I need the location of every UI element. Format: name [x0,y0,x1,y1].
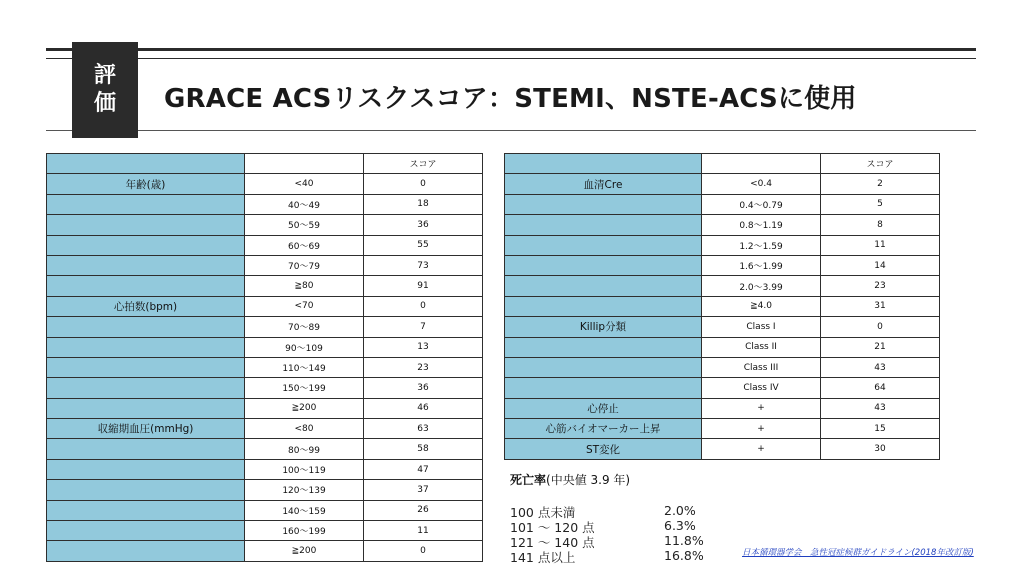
row-range: ≧4.0 [702,296,821,316]
page-title: GRACE ACSリスクスコア：STEMI、NSTE-ACSに使用 [164,84,857,114]
mortality-title [510,471,630,488]
row-label [505,337,702,357]
mortality-percent: 16.8% [664,548,704,563]
row-score: 0 [821,317,940,337]
row-score: 7 [364,317,483,337]
table-row [505,337,940,357]
table-row [505,357,940,377]
row-score: 0 [364,541,483,561]
row-range: 90〜109 [245,337,364,357]
row-score: 2 [821,174,940,194]
row-label [505,215,702,235]
table-row [505,174,940,194]
row-score: 8 [821,215,940,235]
row-score: 23 [821,276,940,296]
row-score: 15 [821,419,940,439]
row-range: 2.0〜3.99 [702,276,821,296]
table-header-row [505,154,940,174]
row-score: 91 [364,276,483,296]
row-range: <40 [245,174,364,194]
mortality-row [510,533,710,548]
row-score: 21 [821,337,940,357]
row-range: Class III [702,357,821,377]
mortality-percent: 2.0% [664,503,696,518]
row-score: 0 [364,296,483,316]
table-row [505,194,940,214]
header-cell-range [245,154,364,174]
table-row [47,296,483,316]
row-range: Class I [702,317,821,337]
row-range: ≧80 [245,276,364,296]
table-row [505,235,940,255]
row-label: Killip分類 [505,317,702,337]
row-score: 73 [364,255,483,275]
table-row [47,500,483,520]
table-row [47,439,483,459]
row-label [505,255,702,275]
mortality-row [510,548,710,563]
row-range: 80〜99 [245,439,364,459]
row-score: 37 [364,480,483,500]
table-row [505,276,940,296]
row-score: 36 [364,215,483,235]
table-header-row [47,154,483,174]
table-row [505,419,940,439]
row-label [47,500,245,520]
row-score: 64 [821,378,940,398]
mortality-title-rest: (中央値 3.9 年) [546,473,631,487]
row-range: 140〜159 [245,500,364,520]
table-row [505,398,940,418]
mortality-range: 141 点以上 [510,550,576,565]
table-row [47,276,483,296]
row-label: ST変化 [505,439,702,459]
row-label [47,317,245,337]
mortality-range: 121 ～ 140 点 [510,535,595,550]
table-row [47,398,483,418]
row-score: 47 [364,459,483,479]
table-row [47,194,483,214]
row-range: 40〜49 [245,194,364,214]
row-range: 120〜139 [245,480,364,500]
row-label [47,480,245,500]
row-range: 0.4〜0.79 [702,194,821,214]
row-label [47,215,245,235]
row-label [505,378,702,398]
table-row [505,317,940,337]
row-range: 50〜59 [245,215,364,235]
row-label [505,194,702,214]
mortality-range: 101 ～ 120 点 [510,520,595,535]
row-range: 1.6〜1.99 [702,255,821,275]
row-label: 心筋バイオマーカー上昇 [505,419,702,439]
header-cell-item [505,154,702,174]
row-score: 31 [821,296,940,316]
row-label: 心拍数(bpm) [47,296,245,316]
row-score: 58 [364,439,483,459]
row-label: 収縮期血圧(mmHg) [47,419,245,439]
row-score: 13 [364,337,483,357]
row-range: 150〜199 [245,378,364,398]
row-range: <70 [245,296,364,316]
score-table-left [46,153,483,562]
row-range: Class II [702,337,821,357]
table-row [505,255,940,275]
table-row [47,378,483,398]
table-row [47,174,483,194]
row-range: ≧200 [245,541,364,561]
row-range: + [702,439,821,459]
header-cell-score: スコア [821,154,940,174]
row-score: 14 [821,255,940,275]
row-score: 11 [364,521,483,541]
header-second-rule [46,58,976,59]
table-row [505,439,940,459]
table-row [47,480,483,500]
row-score: 11 [821,235,940,255]
row-label [47,541,245,561]
table-row [47,255,483,275]
row-range: 100〜119 [245,459,364,479]
mortality-range: 100 点未満 [510,505,576,520]
header-top-rule [46,48,976,51]
mortality-percent: 11.8% [664,533,704,548]
row-label [505,357,702,377]
row-score: 46 [364,398,483,418]
row-label [47,459,245,479]
mortality-title-bold: 死亡率 [510,473,547,487]
row-label [47,337,245,357]
row-label [47,398,245,418]
row-range: + [702,398,821,418]
section-badge [72,42,138,138]
row-label: 年齢(歳) [47,174,245,194]
row-score: 43 [821,398,940,418]
row-score: 0 [364,174,483,194]
table-row [47,357,483,377]
row-label: 血清Cre [505,174,702,194]
table-row [47,235,483,255]
row-score: 23 [364,357,483,377]
row-label [47,378,245,398]
table-row [47,459,483,479]
row-score: 63 [364,419,483,439]
table-row [47,521,483,541]
mortality-percent: 6.3% [664,518,696,533]
source-citation: 日本循環器学会 急性冠症候群ガイドライン(2018年改訂版) [742,548,974,558]
row-score: 55 [364,235,483,255]
row-score: 43 [821,357,940,377]
row-range: 70〜89 [245,317,364,337]
row-range: 160〜199 [245,521,364,541]
badge-char-2: 価 [93,91,116,116]
header-cell-item [47,154,245,174]
row-label [505,276,702,296]
header-cell-score: スコア [364,154,483,174]
row-range: <80 [245,419,364,439]
row-range: 0.8〜1.19 [702,215,821,235]
row-label [47,235,245,255]
row-range: 70〜79 [245,255,364,275]
row-range: Class IV [702,378,821,398]
score-table-right [504,153,940,460]
row-score: 26 [364,500,483,520]
row-range: ≧200 [245,398,364,418]
header-bottom-rule [46,130,976,131]
row-range: <0.4 [702,174,821,194]
row-label [47,255,245,275]
badge-char-1: 評 [93,63,116,88]
row-label: 心停止 [505,398,702,418]
row-score: 36 [364,378,483,398]
row-range: 110〜149 [245,357,364,377]
row-label [47,439,245,459]
header-cell-range [702,154,821,174]
row-label [505,296,702,316]
table-row [505,378,940,398]
row-score: 5 [821,194,940,214]
row-range: 60〜69 [245,235,364,255]
row-label [505,235,702,255]
mortality-row [510,503,710,518]
row-score: 30 [821,439,940,459]
row-label [47,521,245,541]
row-label [47,194,245,214]
table-row [47,541,483,561]
row-range: 1.2〜1.59 [702,235,821,255]
table-row [505,296,940,316]
row-label [47,357,245,377]
table-row [47,419,483,439]
table-row [47,337,483,357]
mortality-row [510,518,710,533]
table-row [47,215,483,235]
row-score: 18 [364,194,483,214]
table-row [505,215,940,235]
row-label [47,276,245,296]
row-range: + [702,419,821,439]
table-row [47,317,483,337]
